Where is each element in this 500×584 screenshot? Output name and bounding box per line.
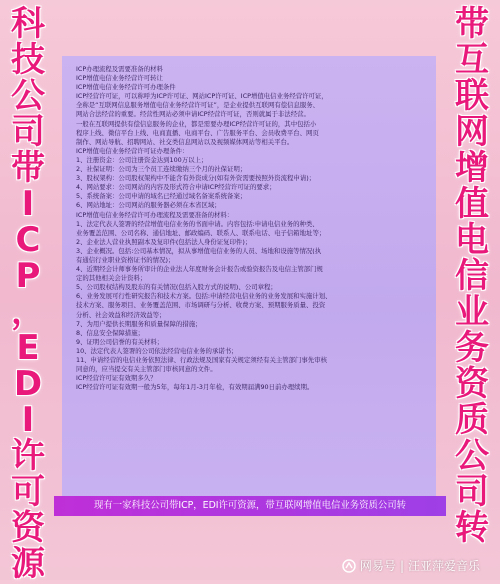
left-vertical-title — [4, 6, 52, 582]
document-line: 4、网站要求：公司网站的内容及形式符合申请ICP经营许可证的要求； — [76, 183, 276, 192]
document-line: ICP增值电信业务经营许可证办理条件： — [76, 146, 189, 155]
right-title-char: 值 — [455, 184, 489, 224]
left-title-char: I — [21, 400, 35, 440]
document-line: ICP增值电信业务经营许可转让 — [76, 74, 163, 83]
right-title-char: 转 — [455, 508, 489, 548]
document-line: 1、法定代表人签署的经营增值电信业务的书面申请。内容包括:申请电信业务的种类、 — [76, 219, 319, 228]
document-line: 1、注册资金：公司注册资金达到100万以上； — [76, 155, 208, 164]
document-line: 9、证明公司信誉的有关材料； — [76, 337, 164, 346]
document-line: 6、网站地址：公司网站的服务器必须在本省区域； — [76, 201, 221, 210]
document-line: 定的其他相关会计资料； — [76, 274, 147, 283]
document-line: 4、近期经会计师事务所审计的企业法人年度财务会计报告或验资报告及电信主管部门规 — [76, 265, 323, 274]
watermark-separator: | — [399, 558, 404, 573]
document-line: 同意的，应当提交有关主管部门审核同意的文件。 — [76, 365, 217, 374]
document-line: 全称是“互联网信息服务增值电信业务经营许可证”，是企业提供互联网有偿信息服务、 — [76, 101, 320, 110]
watermark-author: 汪亚萍爱音乐 — [407, 559, 480, 573]
left-title-char: C — [15, 220, 41, 260]
left-title-char: 公 — [11, 76, 45, 116]
left-title-char: E — [16, 328, 40, 368]
document-line: 网站合法经营的重要。经营性网站必须申请ICP经营许可证，否则就属于非法经营。 — [76, 110, 310, 119]
document-line: 5、系统备案：公司申请的域名已经通过域名备案系统备案； — [76, 192, 247, 201]
watermark — [342, 557, 480, 574]
right-title-char: 联 — [455, 76, 489, 116]
left-title-char: 许 — [11, 436, 45, 476]
right-title-char: 质 — [455, 400, 489, 440]
document-line: ICP经营许可证有效期多久？ — [76, 374, 157, 383]
left-title-char: 源 — [11, 544, 45, 584]
document-line: ICP经营许可证，可以称呼为ICP许可证、网站ICP许可证、ICP增值电信业务经营许可证， — [76, 92, 328, 101]
left-title-char: 技 — [11, 40, 45, 80]
document-line: 2、社保证明：公司为三个员工连续缴纳三个月的社保证明； — [76, 165, 247, 174]
document-line: 8、信息安全保障措施； — [76, 328, 144, 337]
left-title-char: ， — [11, 292, 45, 332]
document-line: 6、业务发展可行性研究报告和技术方案。包括:申请经营电信业务的业务发展和实施计划、 — [76, 292, 332, 301]
document-line: 技术方案、服务项目、业务覆盖范围、市场调研与分析、收费方案、预期服务质量、投资 — [76, 301, 326, 310]
right-title-char: 增 — [455, 148, 489, 188]
document-line: 3、企业概况。包括:公司基本情况，拟从事增值电信业务的人员、场地和设施等情况(执 — [76, 246, 322, 255]
right-title-char: 互 — [455, 40, 489, 80]
left-title-char: I — [21, 184, 35, 224]
right-title-char: 司 — [455, 472, 489, 512]
document-line: 程序上线、微信平台上线、电商直播、电商平台、广告服务平台、会员收费平台、网页 — [76, 128, 319, 137]
document-line: ICP增值电信业务经营许可办理流程及需要准备的材料： — [76, 210, 234, 219]
right-title-char: 电 — [455, 220, 489, 260]
document-line: 3、股权架构：公司股权架构中不能含有外资成分(如有外资需要按照外资流程申请)； — [76, 174, 316, 183]
document-line: 分析、社会效益和经济效益等； — [76, 310, 166, 319]
left-title-char: 司 — [11, 112, 45, 152]
right-title-char: 业 — [455, 292, 489, 332]
left-title-char: 科 — [11, 4, 45, 44]
left-title-char: 资 — [11, 508, 45, 548]
right-title-char: 资 — [455, 364, 489, 404]
netease-logo-icon — [342, 559, 356, 573]
document-line: 制作、网站导航、招聘网站、社交类信息网站以及视频媒体网站等相关平台。 — [76, 137, 294, 146]
right-vertical-title — [448, 6, 496, 546]
right-title-char: 信 — [455, 256, 489, 296]
document-line: ICP办理流程及需要准备的材料 — [76, 65, 163, 73]
right-title-char: 带 — [455, 4, 489, 44]
watermark-brand: 网易号 — [359, 559, 396, 573]
document-line: 5、公司股权结构及股东的有关情况(包括入股方式的说明)、公司章程； — [76, 283, 277, 292]
document-line: ICP增值电信业务经营许可办理条件 — [76, 83, 176, 92]
left-title-char: D — [13, 364, 43, 404]
left-title-char: P — [15, 256, 41, 296]
left-title-char: 带 — [11, 148, 45, 188]
right-title-char: 务 — [455, 328, 489, 368]
document-line: 有通信行业职业资格证书的情况)； — [76, 255, 175, 264]
document-line: ICP经营许可证有效期一般为5年，每年1月-3月年检，有效期届满90日前办理续期。 — [76, 383, 314, 392]
right-title-char: 公 — [455, 436, 489, 476]
document-line: 业务覆盖范围、公司名称、通信地址、邮政编码、联系人、联系电话、电子信箱地址等； — [76, 228, 326, 237]
promo-banner: 现有一家科技公司带ICP，EDI许可资源，带互联网增值电信业务资质公司转 — [54, 496, 446, 516]
left-title-char: 可 — [11, 472, 45, 512]
document-line: 7、为用户提供长期服务和质量保障的措施； — [76, 319, 202, 328]
document-panel — [62, 56, 436, 508]
document-line: 10、法定代表人签署的公司依法经营电信业务的承诺书； — [76, 346, 238, 355]
document-line: 一般在互联网提供有偿信息服务的企业，都是需要办理ICP经营许可证的，其中包括小 — [76, 119, 317, 128]
document-line: 2、企业法人营业执照副本及复印件(包括法人身份证复印件)； — [76, 237, 252, 246]
right-title-char: 网 — [455, 112, 489, 152]
document-line: 11、申请经营的电信业务依照法律、行政法规及国家有关规定须经有关主管部门事先审核 — [76, 356, 327, 364]
